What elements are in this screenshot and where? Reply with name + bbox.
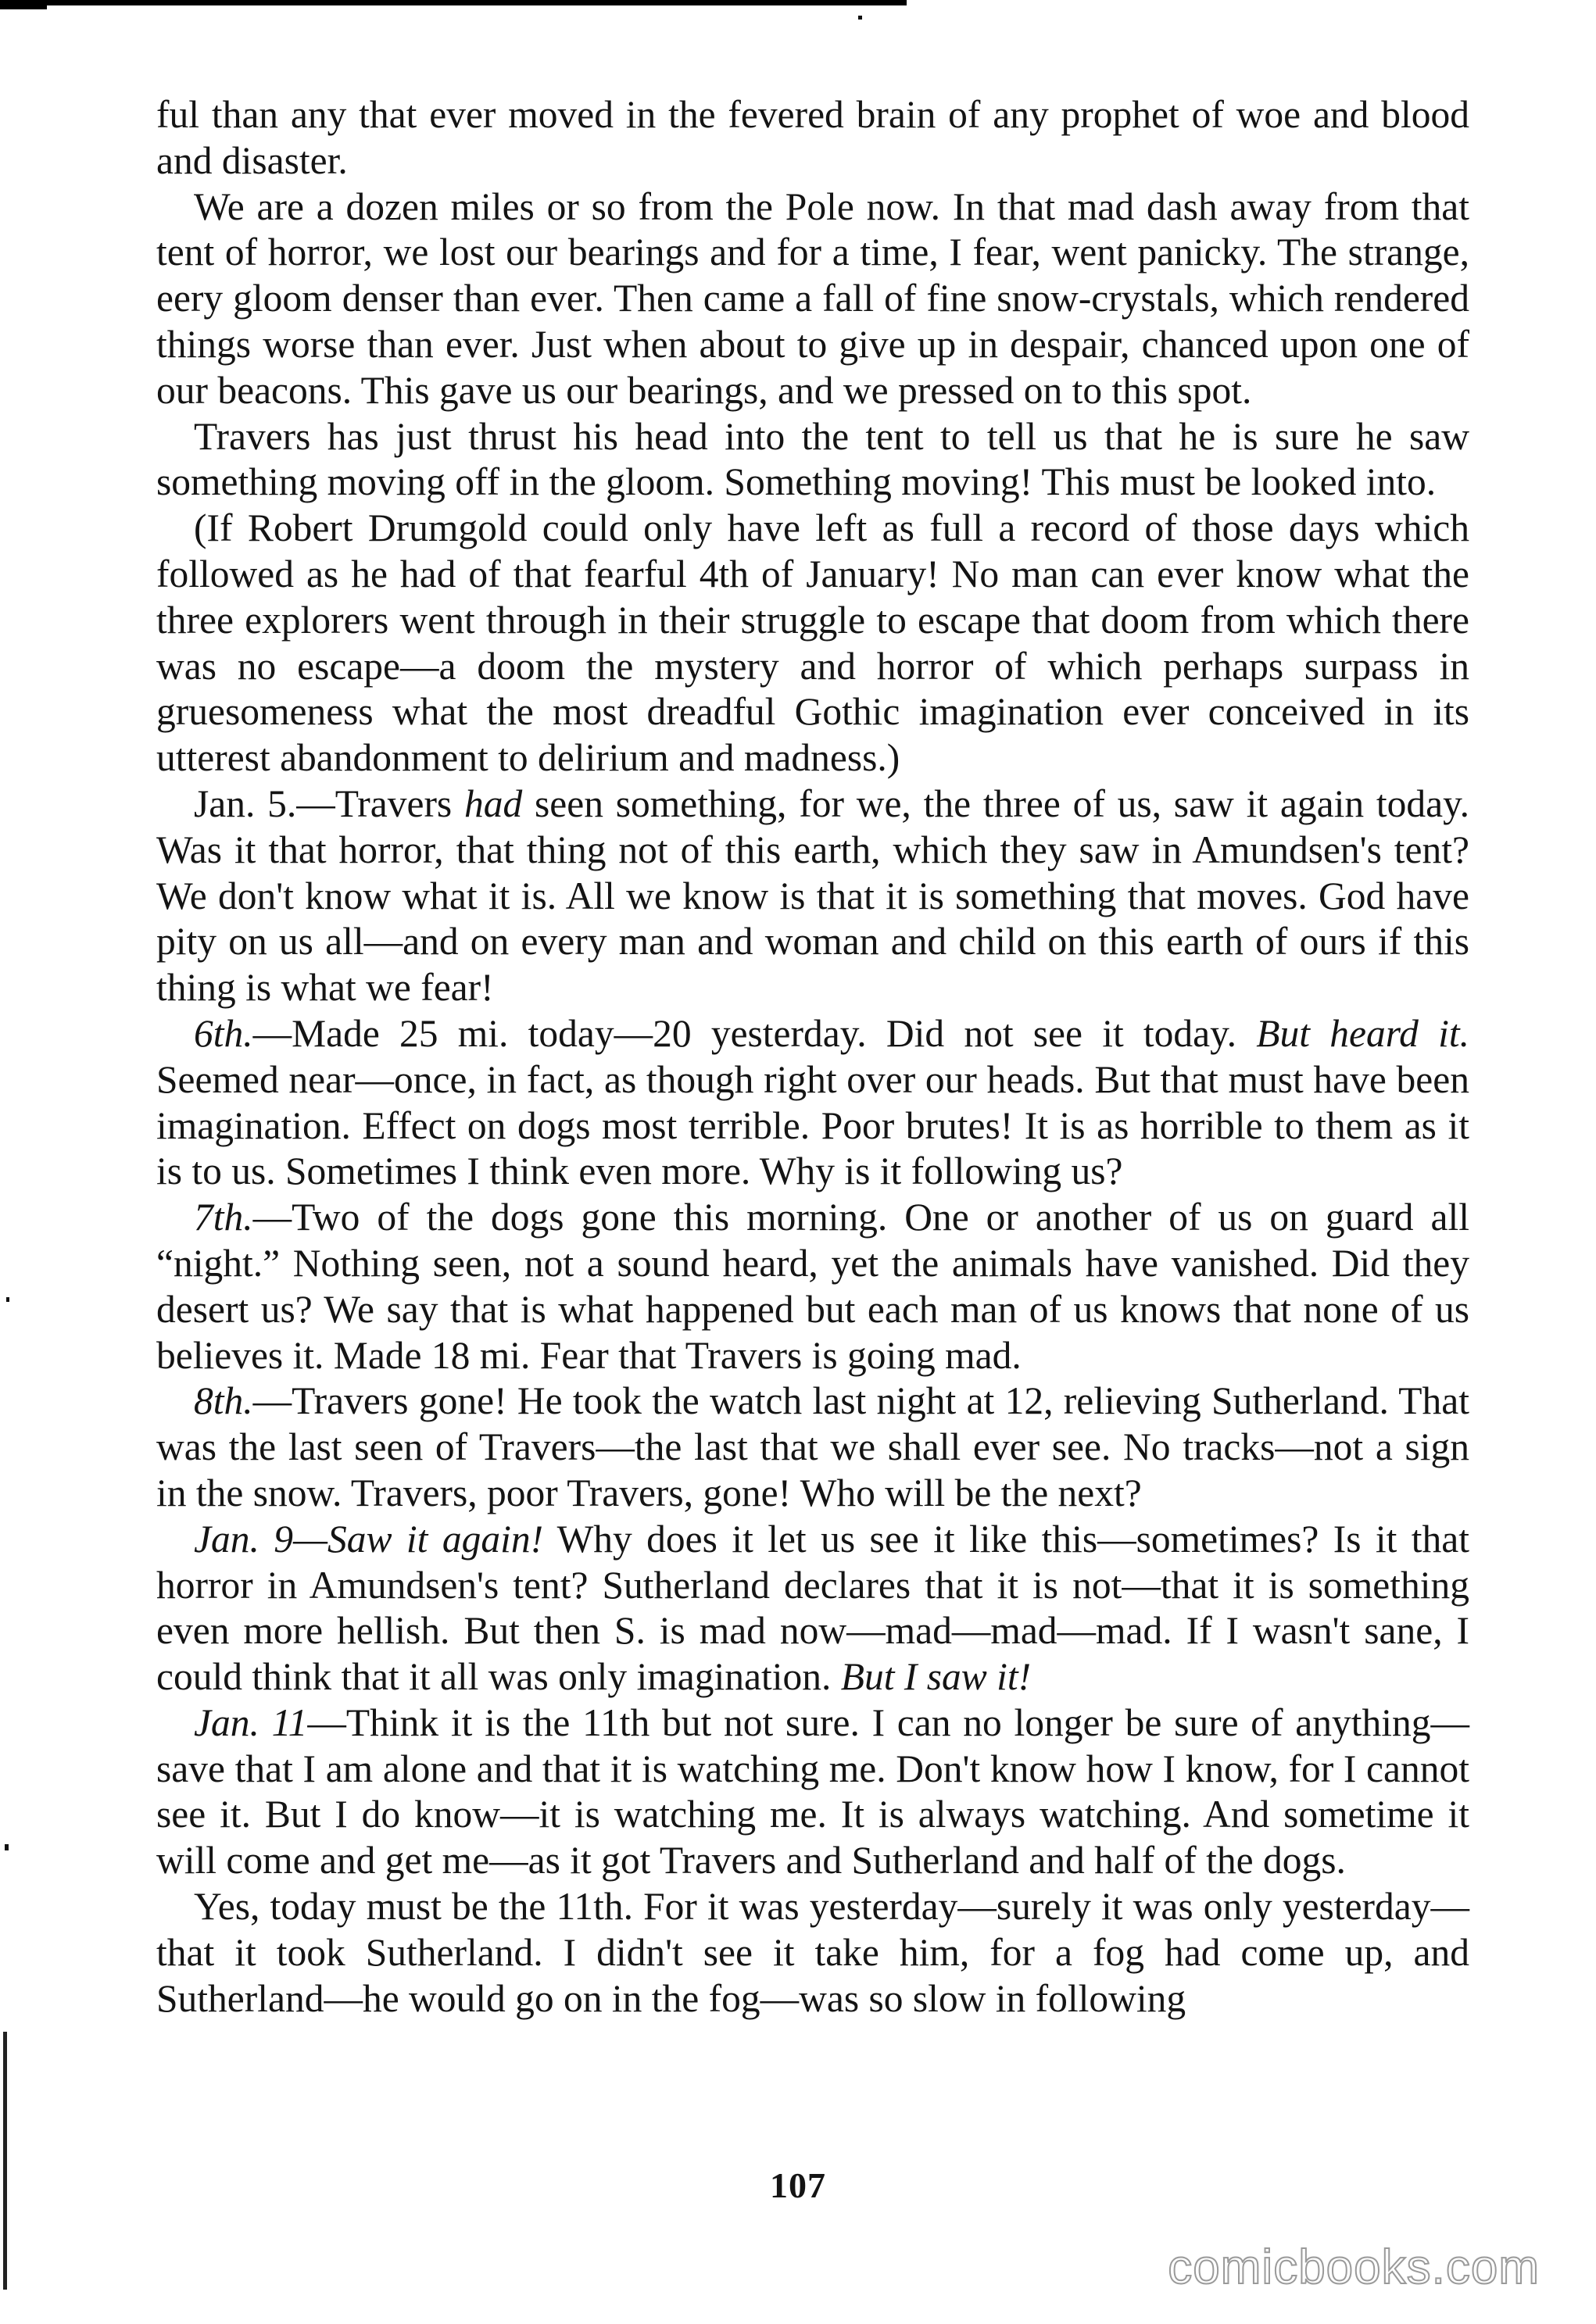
italic-text: had xyxy=(464,781,523,825)
italic-text: 7th. xyxy=(194,1196,253,1239)
text-run: —Think it is the 11th but not sure. I can no longer be sure of anything—save that I am alone and that it is watching me. Don't know how I know, for I cannot see it. But I do know—it is watching me. It is always watching. And sometime it will come and get me—as it got Travers and Sutherland and half of the dogs. xyxy=(156,1700,1470,1882)
paragraph xyxy=(156,1011,1469,1195)
text-run: Seemed near—once, in fact, as though right over our heads. But that must have been imagination. Effect on dogs most terrible. Poor brutes! It is as horrible to them as it is to us. Sometimes I think even more. Why is it following us? xyxy=(156,1057,1469,1193)
paragraph xyxy=(156,414,1469,506)
paragraph xyxy=(156,1378,1469,1516)
paragraph xyxy=(156,506,1469,781)
text-run: Jan. 5.—Travers xyxy=(194,781,464,825)
text-run: (If Robert Drumgold could only have left as full a record of those days which followed as he had of that fearful 4th of January! No man can ever know what the three explorers went through in their struggle to escape that doom from which there was no escape—a doom the mystery and horror of which perhaps surpass in gruesomeness what the most dreadful Gothic imagination ever conceived in its utterest abandonment to delirium and madness.) xyxy=(156,506,1469,780)
page-number: 107 xyxy=(770,2165,826,2205)
text-run: —Two of the dogs gone this morning. One or another of us on guard all “night.” Nothing seen, not a sound heard, yet the animals have vanished. Did they desert us? We say that is what happened but each man of us knows that none of us believes it. Made 18 mi. Fear that Travers is going mad. xyxy=(156,1196,1469,1377)
paragraph xyxy=(156,1195,1469,1378)
scan-edge-mark xyxy=(0,5,47,9)
italic-text: Jan. 11 xyxy=(194,1700,308,1744)
scan-speck xyxy=(5,1844,9,1850)
paragraph xyxy=(156,92,1469,184)
page-body-text xyxy=(156,92,1469,2022)
text-run: —Made 25 mi. today—20 yesterday. Did not see it today. xyxy=(252,1011,1257,1055)
paragraph xyxy=(156,781,1469,1011)
text-run: Travers has just thrust his head into the tent to tell us that he is sure he saw something moving off in the gloom. Something moving! This must be looked into. xyxy=(156,414,1469,504)
italic-text: 8th. xyxy=(194,1379,253,1423)
scan-speck xyxy=(3,2032,7,2290)
scan-edge-line xyxy=(0,0,907,5)
italic-text: Jan. 9—Saw it again! xyxy=(194,1517,544,1561)
scan-speck xyxy=(858,16,862,20)
paragraph xyxy=(156,184,1469,414)
scan-speck xyxy=(6,1297,9,1302)
text-run: ful than any that ever moved in the fevered brain of any prophet of woe and blood and disaster. xyxy=(156,93,1469,182)
paragraph xyxy=(156,1884,1469,2022)
text-run: Why does it let us see it like this—sometimes? Is it that horror in Amundsen's tent? Sutherland declares that it is not—that it is something even more hellish. But then S. is mad now—mad—mad—mad. If I wasn't sane, I could think that it all was only imagination. xyxy=(156,1517,1469,1699)
watermark-logo: comicbooks.com xyxy=(1168,2240,1540,2294)
text-run: seen something, for we, the three of us, saw it again today. Was it that horror, that thing not of this earth, which they saw in Amundsen's tent? We don't know what it is. All we know is that it is something that moves. God have pity on us all—and on every man and woman and child on this earth of ours if this thing is what we fear! xyxy=(156,781,1470,1010)
italic-text: But I saw it! xyxy=(840,1655,1032,1699)
text-run: —Travers gone! He took the watch last night at 12, relieving Sutherland. That was the last seen of Travers—the last that we shall ever see. No tracks—not a sign in the snow. Travers, poor Travers, gone! Who will be the next? xyxy=(156,1379,1469,1514)
paragraph xyxy=(156,1517,1469,1700)
text-run: We are a dozen miles or so from the Pole now. In that mad dash away from that tent of horror, we lost our bearings and for a time, I fear, went panicky. The strange, eery gloom denser than ever. Then came a fall of fine snow-crystals, which rendered things worse than ever. Just when about to give up in despair, chanced upon one of our beacons. This gave us our bearings, and we pressed on to this spot. xyxy=(156,184,1469,412)
italic-text: 6th. xyxy=(194,1011,253,1055)
paragraph xyxy=(156,1700,1469,1884)
italic-text: But heard it. xyxy=(1256,1011,1469,1055)
text-run: Yes, today must be the 11th. For it was yesterday—surely it was only yesterday—that it took Sutherland. I didn't see it take him, for a fog had come up, and Sutherland—he would go on in the fog—was so slow in following xyxy=(156,1885,1469,2020)
